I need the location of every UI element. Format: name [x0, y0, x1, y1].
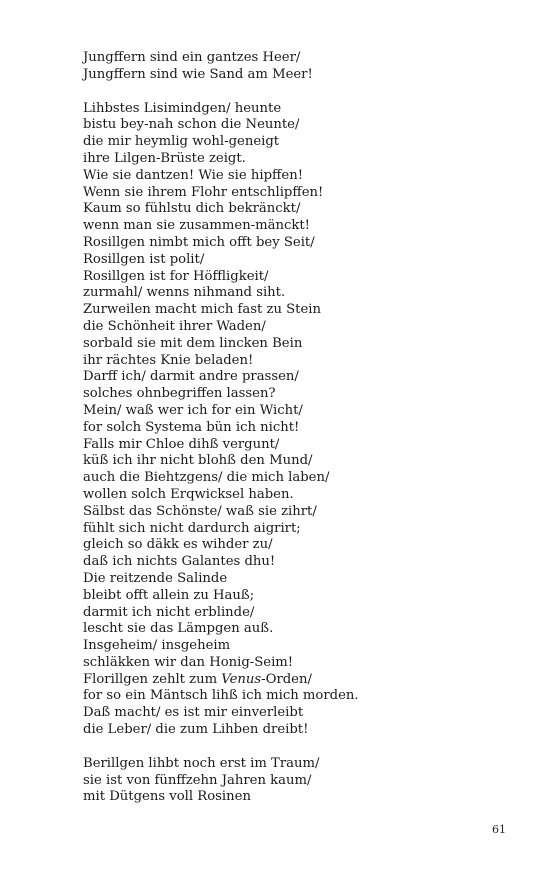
stanza-2 [83, 101, 523, 739]
verse-line: ihre Lilgen-Brüste zeigt. [83, 150, 246, 166]
verse-line: gleich so däkk es wihder zu/ [83, 537, 273, 553]
verse-line: ihr rächtes Knie beladen! [83, 352, 254, 368]
stanza-1 [83, 50, 523, 84]
verse-line: Jungffern sind wie Sand am Meer! [83, 66, 313, 82]
verse-line: die mir heymlig wohl-geneigt [83, 134, 280, 150]
italic-word: Venus [221, 671, 262, 687]
verse-line: Rosillgen ist polit/ [83, 251, 205, 267]
verse-line: fühlt sich nicht dardurch aigrirt; [83, 520, 301, 536]
verse-line: mit Dütgens voll Rosinen [83, 789, 251, 805]
verse-line: lescht sie das Lämpgen auß. [83, 621, 274, 637]
verse-line: for solch Systema bün ich nicht! [83, 419, 300, 435]
verse-line: daß ich nichts Galantes dhu! [83, 554, 276, 570]
verse-line: Lihbstes Lisimindgen/ heunte [83, 100, 282, 116]
verse-line-venus [83, 672, 523, 689]
verse-line: wollen solch Erqwicksel haben. [83, 486, 294, 502]
verse-line: die Schönheit ihrer Waden/ [83, 318, 266, 334]
verse-line: Rosillgen ist for Höffligkeit/ [83, 268, 269, 284]
verse-line: sorbald sie mit dem lincken Bein [83, 335, 303, 351]
verse-line: Kaum so fühlstu dich bekränckt/ [83, 201, 301, 217]
verse-line: bistu bey-nah schon die Neunte/ [83, 117, 300, 133]
verse-line: Wenn sie ihrem Flohr entschlipffen! [83, 184, 324, 200]
verse-line: wenn man sie zusammen-mänckt! [83, 218, 310, 234]
verse-line: darmit ich nicht erblinde/ [83, 604, 255, 620]
verse-line: Daß macht/ es ist mir einverleibt [83, 705, 304, 721]
verse-line: Die reitzende Salinde [83, 570, 228, 586]
verse-line: küß ich ihr nicht blohß den Mund/ [83, 453, 313, 469]
verse-line: zurmahl/ wenns nihmand siht. [83, 285, 286, 301]
verse-line: Rosillgen nimbt mich offt bey Seit/ [83, 234, 315, 250]
page-number: 61 [492, 823, 506, 836]
verse-line: Zurweilen macht mich fast zu Stein [83, 302, 321, 318]
poem-text [83, 50, 523, 806]
verse-line: solches ohnbegriffen lassen? [83, 386, 276, 402]
verse-line: Falls mir Chloe dihß vergunt/ [83, 436, 280, 452]
verse-line: Insgeheim/ insgeheim [83, 638, 231, 654]
verse-line: sie ist von fünffzehn Jahren kaum/ [83, 772, 312, 788]
verse-line: Mein/ waß wer ich for ein Wicht/ [83, 402, 303, 418]
verse-line: die Leber/ die zum Lihben dreibt! [83, 722, 309, 738]
verse-line: for so ein Mäntsch lihß ich mich morden. [83, 688, 359, 704]
verse-line: Darff ich/ darmit andre prassen/ [83, 369, 299, 385]
verse-line: Sälbst das Schönste/ waß sie zihrt/ [83, 503, 317, 519]
verse-line: auch die Biehtzgens/ die mich laben/ [83, 470, 330, 486]
verse-line: Wie sie dantzen! Wie sie hipffen! [83, 167, 303, 183]
verse-line: Jungffern sind ein gantzes Heer/ [83, 50, 301, 65]
verse-line: schläkken wir dan Honig-Seim! [83, 654, 294, 670]
verse-text: Florillgen zehlt zum [83, 671, 222, 687]
verse-text: -Orden/ [261, 671, 312, 687]
verse-line: Berillgen lihbt noch erst im Traum/ [83, 755, 320, 771]
verse-line: bleibt offt allein zu Hauß; [83, 587, 255, 603]
stanza-3 [83, 756, 523, 806]
